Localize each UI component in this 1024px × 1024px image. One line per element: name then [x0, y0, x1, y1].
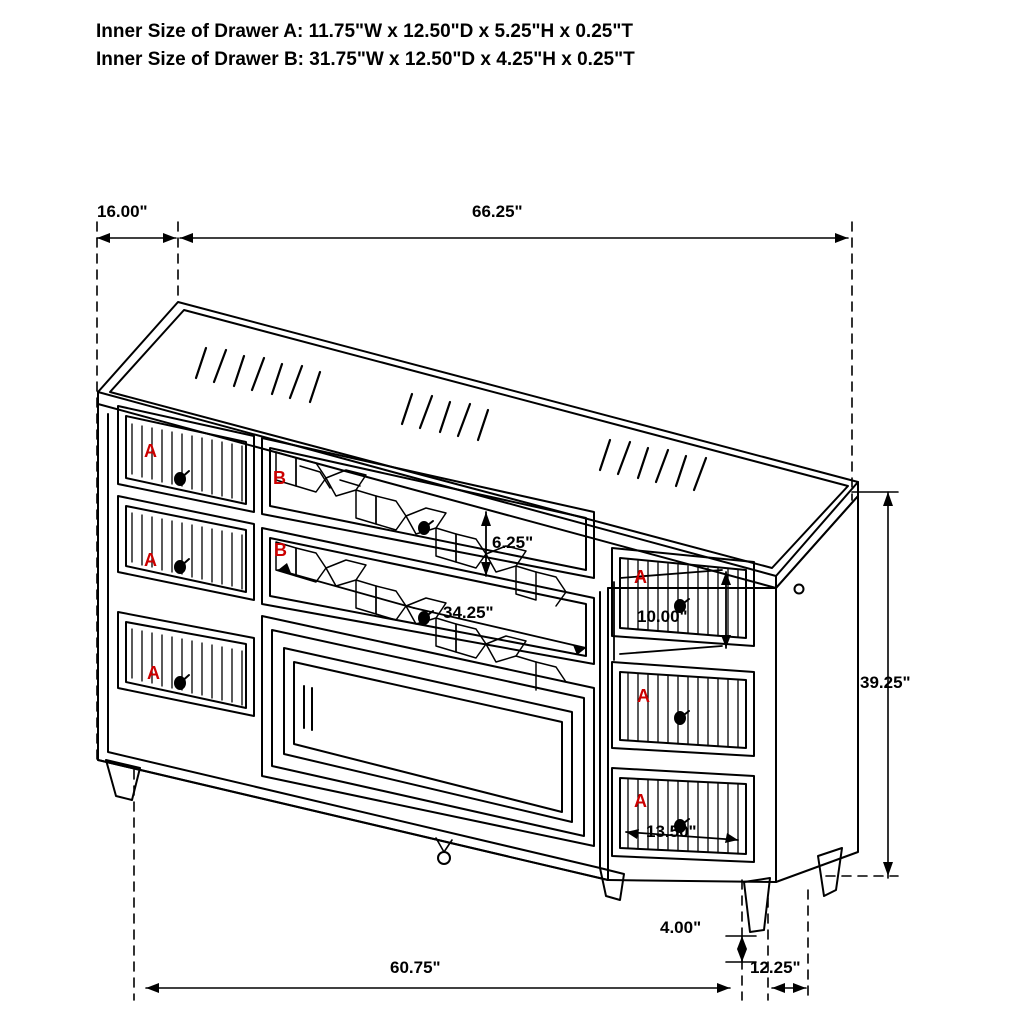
dim-label-drawer-a-height: 13.50": [646, 822, 697, 841]
header-note-line-b: Inner Size of Drawer B: 31.75"W x 12.50"D x 4.25"H x 0.25"T: [96, 48, 635, 70]
dim-label-drawer-b-width: 34.25": [443, 603, 494, 622]
drawer-letter-b-bottom: B: [274, 540, 287, 560]
drawer-letter-a-left-1: A: [144, 441, 157, 461]
drawer-letter-b-top: B: [273, 468, 286, 488]
dim-label-depth-bottom: 12.25": [750, 958, 801, 977]
header-note-line-a: Inner Size of Drawer A: 11.75"W x 12.50"D x 5.25"H x 0.25"T: [96, 21, 633, 42]
drawer-letter-a-right-1: A: [634, 567, 647, 587]
drawer-letter-a-right-3: A: [634, 791, 647, 811]
dim-label-drawer-b-height: 6.25": [492, 533, 534, 552]
drawer-letter-a-left-3: A: [147, 663, 160, 683]
drawer-letter-a-left-2: A: [144, 550, 157, 570]
dim-label-depth-top-left: 16.00": [97, 202, 148, 221]
dim-label-drawer-a-right-width: 10.00": [637, 607, 688, 626]
dim-label-width-bottom: 60.75": [390, 958, 441, 977]
drawer-letter-a-right-2: A: [637, 686, 650, 706]
dim-label-total-height: 39.25": [860, 673, 911, 692]
dim-label-width-top: 66.25": [472, 202, 523, 221]
dim-label-leg-height: 4.00": [660, 918, 702, 937]
